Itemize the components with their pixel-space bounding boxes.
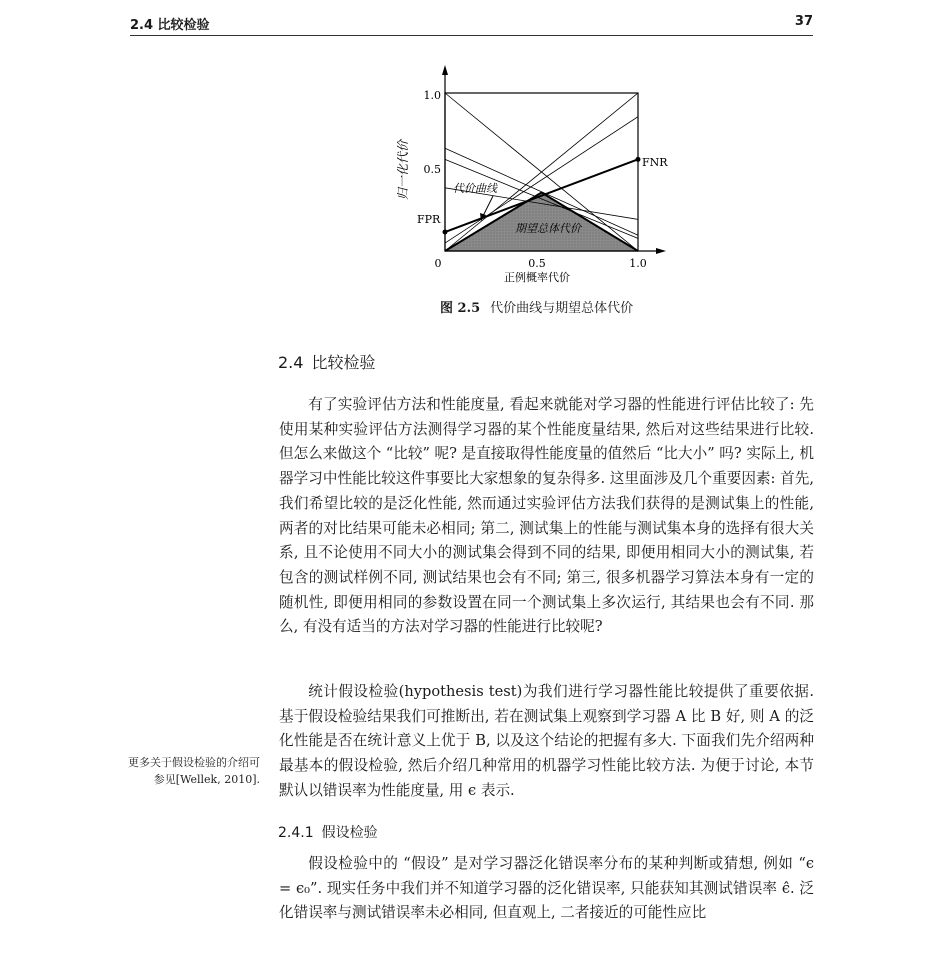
page-number: 37 <box>794 14 813 29</box>
cost-curve-figure <box>385 55 695 285</box>
section-title: 比较检验 <box>311 353 376 372</box>
section-heading <box>278 350 375 373</box>
figure-caption <box>440 297 633 316</box>
y-tick-0: 0 <box>434 257 442 270</box>
x-axis-arrow <box>656 248 666 254</box>
subsection-heading <box>278 822 378 842</box>
paragraph-3: 假设检验中的 “假设” 是对学习器泛化错误率分布的某种判断或猜想, 例如 “ϵ = ϵ₀”. 现实任务中我们并不知道学习器的泛化错误率, 只能获知其测试错误率 ϵ̂. 泛化错误率与测试错误率未必相同, 但直观上, 二者接近的可能性应比 <box>279 855 814 922</box>
y-tick-1: 1.0 <box>423 89 441 102</box>
cost-curve-label: 代价曲线 <box>453 182 497 195</box>
paragraph-2: 统计假设检验(hypothesis test)为我们进行学习器性能比较提供了重要依据. 基于假设检验结果我们可推断出, 若在测试集上观察到学习器 A 比 B 好, 则 A 的泛化性能是否在统计意义上优于 B, 以及这个结论的把握有多大. 下面我们先介绍两种最基本的假设检验, 然后介绍几种常用的机器学习性能比较方法. 为便于讨论, 本节默认以错误率为性能度量, 用 ϵ 表示. <box>279 683 814 799</box>
fnr-label: FNR <box>642 156 668 169</box>
x-axis-label: 正例概率代价 <box>504 271 570 284</box>
subsection-title: 假设检验 <box>321 825 378 841</box>
y-axis-arrow <box>442 65 448 75</box>
fpr-label: FPR <box>417 213 441 226</box>
fnr-point <box>636 157 641 162</box>
y-tick-05: 0.5 <box>423 163 441 176</box>
figure-caption-text: 代价曲线与期望总体代价 <box>490 301 634 316</box>
running-header <box>130 14 813 34</box>
expected-cost-label: 期望总体代价 <box>515 222 581 235</box>
fpr-point <box>443 230 448 235</box>
paragraph-1: 有了实验评估方法和性能度量, 看起来就能对学习器的性能进行评估比较了: 先使用某种实验评估方法测得学习器的某个性能度量结果, 然后对这些结果进行比较. 但怎么来做这个 “比较” 呢? 是直接取得性能度量的值然后 “比大小” 吗? 实际上, 机器学习中性能比较这件事要比大家想象的复杂得多. 这里面涉及几个重要因素: 首先, 我们希望比较的是泛化性能, 然而通过实验评估方法我们获得的是测试集上的性能, 两者的对比结果可能未必相同; 第二, 测试集上的性能与测试集本身的选择有很大关系, 且不论使用不同大小的测试集会得到不同的结果, 即便用相同大小的测试集, 若包含的测试样例不同, 测试结果也会有不同; 第三, 很多机器学习算法本身有一定的随机性, 即便用相同的参数设置在同一个测试集上多次运行, 其结果也会有不同. 那么, 有没有适当的方法对学习器的性能进行比较呢? <box>279 396 815 636</box>
section-number: 2.4 <box>278 353 304 372</box>
header-section: 2.4 比较检验 <box>130 18 210 33</box>
subsection-number: 2.4.1 <box>278 825 314 841</box>
x-tick-1: 1.0 <box>629 257 647 270</box>
y-axis-label: 归一化代价 <box>396 139 410 201</box>
figure-number: 图 2.5 <box>440 301 481 316</box>
x-tick-05: 0.5 <box>528 257 546 270</box>
margin-note: 更多关于假设检验的介绍可参见[Wellek, 2010]. <box>128 756 260 786</box>
header-rule <box>130 35 813 36</box>
